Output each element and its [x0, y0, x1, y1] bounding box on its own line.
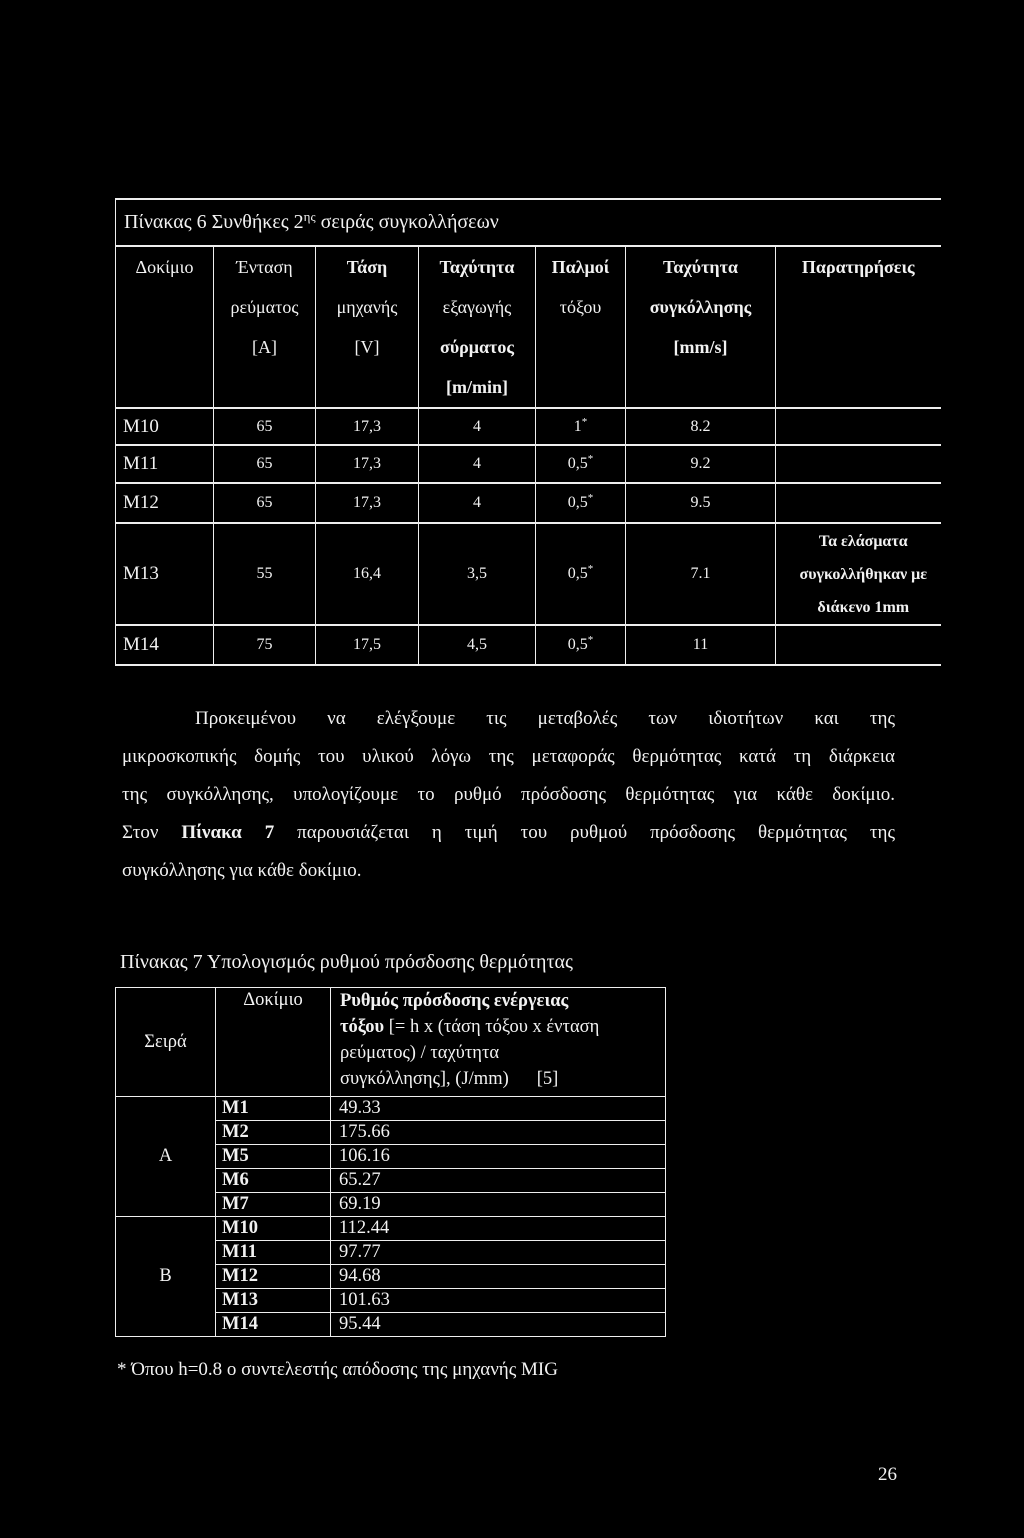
cell-voltage: 16,4 — [316, 523, 419, 625]
table-7-heat-input — [115, 987, 666, 1337]
paragraph-text: παρουσιάζεται η τιμή του ρυθμού πρόσδοσης θερμότητας της — [274, 822, 895, 843]
header-line: [mm/s] — [673, 337, 728, 357]
note-line: Τα ελάσματα — [818, 532, 908, 550]
header-line — [340, 1014, 659, 1040]
pulses-value: 1 — [573, 417, 582, 435]
cell-specimen: M7 — [216, 1193, 331, 1217]
paragraph-line: της συγκόλλησης, υπολογίζουμε το ρυθμό πρόσδοσης θερμότητας για κάθε δοκίμιο. — [122, 784, 895, 805]
cell-specimen: M11 — [116, 445, 214, 483]
cell-weld-speed: 8.2 — [626, 408, 776, 445]
cell-specimen: M12 — [116, 483, 214, 523]
cell-pulses — [536, 483, 626, 523]
header-line: τόξου — [559, 297, 602, 317]
table-footnote: * Όπου h=0.8 ο συντελεστής απόδοσης της μηχανής MIG — [117, 1359, 558, 1380]
table-6-welding-conditions — [115, 198, 941, 666]
cell-pulses — [536, 408, 626, 445]
pulses-value: 0,5 — [567, 455, 588, 472]
header-line: εξαγωγής — [442, 297, 512, 317]
cell-voltage: 17,5 — [316, 625, 419, 665]
footnote-mark: * — [587, 453, 594, 465]
header-line — [340, 1066, 659, 1092]
cell-value: 94.68 — [331, 1265, 666, 1289]
header-pulses — [536, 246, 626, 408]
pulses-value: 0,5 — [567, 494, 588, 511]
cell-voltage: 17,3 — [316, 408, 419, 445]
header-current — [214, 246, 316, 408]
header-notes — [776, 246, 941, 408]
header-line: [m/min] — [446, 377, 508, 397]
caption-text-end: σειράς συγκολλήσεων — [315, 211, 499, 233]
table-row — [116, 1217, 666, 1241]
cell-current: 65 — [214, 408, 316, 445]
cell-weld-speed: 9.5 — [626, 483, 776, 523]
header-line: συγκόλλησης — [649, 297, 752, 317]
cell-value: 175.66 — [331, 1121, 666, 1145]
table-6-caption — [116, 199, 941, 246]
footnote-mark: * — [587, 634, 594, 646]
cell-current: 75 — [214, 625, 316, 665]
header-line: μηχανής — [336, 297, 398, 317]
cell-specimen: M14 — [116, 625, 214, 665]
table-row — [116, 625, 941, 665]
table-header-row — [116, 246, 941, 408]
header-line: Παρατηρήσεις — [801, 257, 915, 277]
cell-wire-speed: 3,5 — [419, 523, 536, 625]
footnote-mark: * — [587, 563, 594, 575]
cell-specimen: M10 — [216, 1217, 331, 1241]
cell-notes — [776, 625, 941, 665]
cell-notes — [776, 408, 941, 445]
cell-specimen: M14 — [216, 1313, 331, 1337]
page-number: 26 — [878, 1464, 897, 1485]
body-paragraph — [122, 700, 895, 890]
note-line: συγκολλήθηκαν με — [799, 565, 928, 583]
footnote-mark: * — [587, 492, 594, 504]
cell-weld-speed: 9.2 — [626, 445, 776, 483]
footnote-mark: * — [581, 415, 588, 428]
cell-value: 65.27 — [331, 1169, 666, 1193]
cell-notes — [776, 523, 941, 625]
header-specimen: Δοκίμιο — [216, 988, 331, 1097]
cell-current: 55 — [214, 523, 316, 625]
paragraph-line: συγκόλλησης για κάθε δοκίμιο. — [122, 860, 362, 881]
reference-citation: [5] — [536, 1069, 559, 1089]
header-line: ρεύματος) / ταχύτητα — [340, 1043, 500, 1063]
cell-voltage: 17,3 — [316, 445, 419, 483]
cell-wire-speed: 4 — [419, 483, 536, 523]
table-row — [116, 523, 941, 625]
series-label: Α — [116, 1097, 216, 1217]
header-line: ρεύματος — [230, 297, 299, 317]
cell-weld-speed: 11 — [626, 625, 776, 665]
table-7-caption: Πίνακας 7 Υπολογισμός ρυθμού πρόσδοσης θερμότητας — [120, 951, 573, 973]
cell-pulses — [536, 625, 626, 665]
paragraph-line — [122, 814, 895, 852]
cell-value: 101.63 — [331, 1289, 666, 1313]
cell-notes — [776, 483, 941, 523]
cell-specimen: M6 — [216, 1169, 331, 1193]
cell-specimen: M12 — [216, 1265, 331, 1289]
caption-text: Πίνακας 6 Συνθήκες 2 — [124, 211, 304, 233]
cell-value: 112.44 — [331, 1217, 666, 1241]
cell-value: 49.33 — [331, 1097, 666, 1121]
header-line: Παλμοί — [551, 257, 610, 277]
table-row — [116, 408, 941, 445]
cell-pulses — [536, 523, 626, 625]
paragraph-line: μικροσκοπικής δομής του υλικού λόγω της μεταφοράς θερμότητας κατά τη διάρκεια — [122, 746, 895, 767]
header-line: Ένταση — [236, 257, 293, 277]
header-line: Τάση — [346, 257, 388, 277]
table-header-row — [116, 988, 666, 1097]
pulses-value: 0,5 — [567, 565, 588, 582]
cell-current: 65 — [214, 483, 316, 523]
header-text: [= h x (τάση τόξου x ένταση — [384, 1017, 600, 1037]
table-row — [116, 445, 941, 483]
header-line: [V] — [354, 337, 380, 357]
cell-specimen: M13 — [116, 523, 214, 625]
series-label: Β — [116, 1217, 216, 1337]
header-line: Ρυθμός πρόσδοσης ενέργειας — [340, 991, 569, 1011]
cell-specimen: M2 — [216, 1121, 331, 1145]
cell-wire-speed: 4,5 — [419, 625, 536, 665]
cell-voltage: 17,3 — [316, 483, 419, 523]
header-bold-word: τόξου — [340, 1017, 385, 1037]
header-heat-input-rate — [331, 988, 666, 1097]
pulses-value: 0,5 — [567, 636, 588, 653]
cell-specimen: M1 — [216, 1097, 331, 1121]
table-reference: Πίνακα 7 — [181, 822, 275, 843]
header-line: Ταχύτητα — [663, 257, 738, 277]
cell-pulses — [536, 445, 626, 483]
header-voltage — [316, 246, 419, 408]
cell-notes — [776, 445, 941, 483]
header-text: συγκόλλησης], (J/mm) — [340, 1069, 509, 1089]
header-weld-speed — [626, 246, 776, 408]
cell-value: 69.19 — [331, 1193, 666, 1217]
cell-specimen: M5 — [216, 1145, 331, 1169]
header-line: Ταχύτητα — [439, 257, 515, 277]
header-specimen — [116, 246, 214, 408]
cell-value: 97.77 — [331, 1241, 666, 1265]
cell-specimen: M10 — [116, 408, 214, 445]
cell-weld-speed: 7.1 — [626, 523, 776, 625]
cell-specimen: M13 — [216, 1289, 331, 1313]
cell-wire-speed: 4 — [419, 445, 536, 483]
paragraph-text: Στον — [122, 822, 182, 843]
cell-value: 95.44 — [331, 1313, 666, 1337]
table-row — [116, 483, 941, 523]
caption-superscript: ης — [303, 209, 316, 224]
cell-wire-speed: 4 — [419, 408, 536, 445]
header-wire-speed — [419, 246, 536, 408]
note-line: διάκενο 1mm — [817, 598, 910, 616]
header-series: Σειρά — [116, 988, 216, 1097]
header-line: σύρματος — [440, 337, 514, 357]
cell-value: 106.16 — [331, 1145, 666, 1169]
cell-specimen: M11 — [216, 1241, 331, 1265]
header-line: Δοκίμιο — [135, 257, 194, 277]
header-line: [A] — [252, 337, 277, 357]
table-caption-row — [116, 199, 941, 246]
paragraph-line: Προκειμένου να ελέγξουμε τις μεταβολές των ιδιοτήτων και της — [195, 708, 895, 729]
table-row — [116, 1097, 666, 1121]
cell-current: 65 — [214, 445, 316, 483]
